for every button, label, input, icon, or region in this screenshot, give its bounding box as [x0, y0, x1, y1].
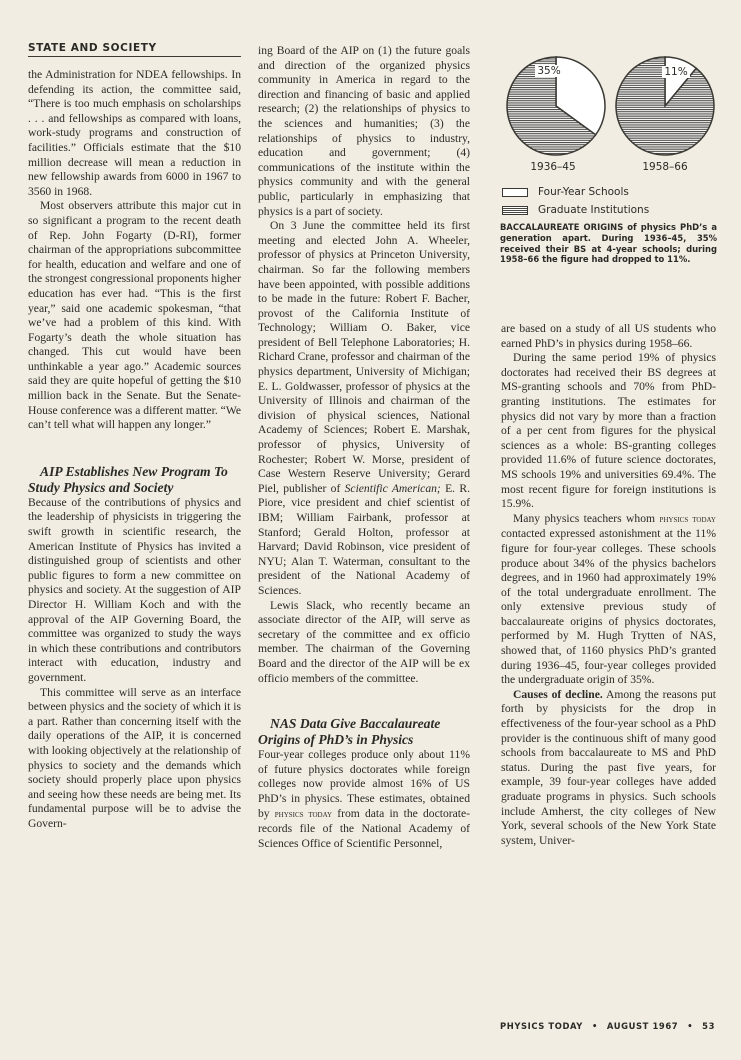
section-rule [28, 56, 241, 57]
article-headline: AIP Establishes New Program To Study Physics and Society [28, 463, 228, 495]
page-footer [500, 1021, 715, 1031]
paragraph: ing Board of the AIP on (1) the future goals and direction of the organized physics community in America in regard to the direction and financing of basic and applied research; (2) the relationships of physics to the sciences and humanities; (3) the relationships of physics to industry, education and government; (4) communications of the institute within the physics community and with the general public, particularly in emphasizing that physics is a part of society. [258, 44, 470, 218]
paragraph: During the same period 19% of physics doctorates had received their BS degrees at MS-granting schools and 70% from PhD-granting institutions. The estimates for physics did not vary by more than a fraction of a per cent from figures for the physical sciences as a whole: BS-granting colleges provided 11.6% of future science doctorates, MS schools 19% and universities 69.4%. The most recent figure for foreign institutions is 15.9%. [501, 351, 716, 511]
section-header: STATE AND SOCIETY [28, 42, 157, 54]
footer-magazine: PHYSICS TODAY [500, 1021, 583, 1031]
paragraph [258, 748, 470, 851]
paragraph: Lewis Slack, who recently became an associate director of the AIP, will serve as secretary of the committee and ex officio member. The chairman of the Governing Board and the director of the AIP will be ex officio members of the committee. [258, 598, 470, 685]
paragraph-text: Many physics teachers whom [513, 511, 656, 525]
pie-charts [500, 54, 718, 174]
paragraph [501, 512, 716, 688]
figure-caption: BACCALAUREATE ORIGINS of physics PhD’s a generation apart. During 1936–45, 35% received their BS at 4-year schools; during 1958–66 the figure had dropped to 11%. [500, 222, 717, 265]
footer-bullet: • [687, 1021, 694, 1031]
legend-item-four-year [502, 186, 629, 198]
column-3 [501, 322, 716, 848]
legend-swatch-hatched [502, 206, 528, 215]
legend-swatch-white [502, 188, 528, 197]
column-2 [258, 44, 470, 851]
run-in-heading: Causes of decline. [513, 687, 603, 701]
paragraph: Most observers attribute this major cut in so significant a program to the recent death of Rep. John Fogarty (D-RI), former chairman of the appropriations subcommittee for health, education and welfare and one of the strongest congressional proponents higher education has ever had. “This is the first year,” said one academic spokesman, “that we’ve had a problem of this kind. With Fogarty’s death the whole situation has changed. This cut would have been unthinkable a year ago.” Academic sources said they are quite hopeful of getting the $10 million back in the Senate. But the Senate-House conference was a different matter. “We can’t tell what will happen any longer.” [28, 199, 241, 432]
magazine-name: Scientific American; [344, 481, 441, 495]
pie-1936–45 [507, 57, 605, 173]
paragraph: This committee will serve as an interface between physics and the society of which it is a part. Rather than concerning itself with the daily operations of the AIP, it is concerned with looking objectively at the relationship of physics to society and the demands which society should properly place upon physics and seeing how these needs are being met. Its fundamental purpose will be to advise the Govern- [28, 685, 241, 830]
pie-1958–66 [616, 57, 714, 173]
article-headline: NAS Data Give Baccalaureate Origins of PhD’s in Physics [258, 716, 441, 748]
paragraph: are based on a study of all US students who earned PhD’s in physics during 1958–66. [501, 322, 716, 350]
magazine-name: physics today [274, 808, 333, 820]
slice-label: 35% [537, 65, 561, 77]
column-1 [28, 68, 241, 832]
paragraph: Because of the contributions of physics and the leadership of physicists in triggering the swift growth in scientific research, the American Institute of Physics has invited a distinguished group of scientists and other public figures to form a new committee on physics and society. At the suggestion of AIP Director H. William Koch and with the approval of the AIP Governing Board, the committee was organized to study the ways in which these contributions and contributors interact with education, industry and government. [28, 495, 241, 684]
paragraph [258, 219, 470, 598]
paragraph-text: from data in the doctorate-records file of the National Academy of Sciences Office of Scientific Personnel, [258, 806, 470, 850]
footer-bullet: • [591, 1021, 598, 1031]
slice-label: 11% [664, 66, 688, 78]
paragraph-text: Four-year colleges produce only about 11% of future physics doctorates while foreign colleges now provide almost 16% of US PhD’s in physics. These estimates, obtained by [258, 748, 470, 820]
paragraph-text: On 3 June the committee held its first meeting and elected John A. Wheeler, professor of physics at Princeton University, chairman. So far the following members have been appointed, with possible additions to be made in the future: Robert F. Bacher, provost of the California Institute of Technology; William O. Baker, vice president of Bell Telephone Laboratories; H. Richard Crane, professor and chairman of the physics department, University of Michigan; E. L. Goldwasser, professor of physics at the University of Illinois and chairman of the division of physical sciences, National Academy of Sciences; Robert E. Marshak, professor of physics, University of Rochester; Robert W. Morse, president of Case Western Reserve University; Gerard Piel, publisher of [258, 219, 470, 495]
magazine-name: physics today [659, 513, 716, 525]
paragraph-text: E. R. Piore, vice president and chief scientist of IBM; William Fairbank, professor at Stanford; Gerald Holton, professor at Harvard; David Robinson, vice president of NYU; Alan T. Waterman, consultant to the president of the National Academy of Sciences. [258, 481, 470, 597]
paragraph: the Administration for NDEA fellowships. In defending its action, the committee said, “There is too much emphasis on scholarships . . . and fellowships as compared with loans, work-study programs and construction of facilities.” Officials estimate that the $10 million decrease will mean a reduction in new fellowship awards from 6000 in 1967 to 3560 in 1968. [28, 68, 241, 198]
paragraph-text: contacted expressed astonishment at the 11% figure for four-year colleges. These schools produce about 34% of the physics bachelors degrees, and in 1960 had approximately 19% of the total undergraduate enrollment. The only extensive previous study of baccalaureate origins of physics doctorates, performed by M. Hugh Trytten of NAS, showed that, of 1160 physics PhD’s granted during 1936–45, four-year colleges provided the undergraduate origin of 35%. [501, 527, 716, 687]
paragraph-text: Among the reasons put forth by physicists for the drop in effectiveness of the four-year school as a PhD provider is the continuous shift of many good schools from baccalaureate to MS and PhD status. During the past five years, for example, 39 four-year colleges have added graduate programs in physics. Such schools include Amherst, the city colleges of New York, several schools of the New York State system, Univer- [501, 687, 716, 847]
legend-label: Graduate Institutions [538, 204, 650, 216]
pie-period-label: 1958–66 [642, 161, 688, 173]
legend-item-graduate [502, 204, 649, 216]
pie-chart-figure [500, 54, 718, 294]
pie-period-label: 1936–45 [530, 161, 576, 173]
page-number: 53 [702, 1021, 715, 1031]
legend-label: Four-Year Schools [538, 186, 629, 198]
paragraph [501, 688, 716, 849]
footer-date: AUGUST 1967 [606, 1021, 679, 1031]
